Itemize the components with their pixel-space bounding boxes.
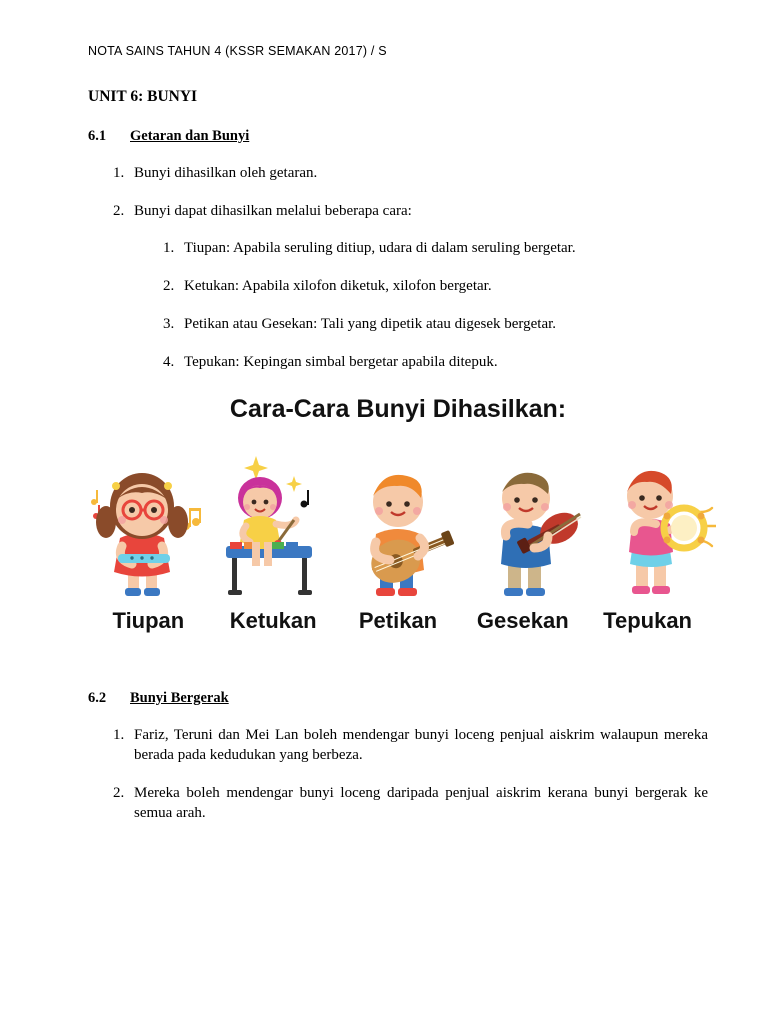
child-playing-xylophone-icon [208, 450, 332, 600]
child-playing-flute-icon [80, 450, 204, 600]
figure-label-petikan: Petikan [358, 607, 438, 633]
child-playing-tambourine-icon [592, 450, 716, 600]
child-playing-guitar-icon [336, 450, 460, 600]
section-title: Bunyi Bergerak [130, 689, 229, 706]
list-item: 1. Bunyi dihasilkan oleh getaran. [128, 163, 708, 183]
list-item: 4. Tepukan: Kepingan simbal bergetar apabila ditepuk. [178, 352, 708, 372]
section-number: 6.1 [88, 128, 107, 144]
list-item: 2. Ketukan: Apabila xilofon diketuk, xilofon bergetar. [178, 276, 708, 296]
unit-title: UNIT 6: BUNYI [88, 88, 198, 105]
figure-label-ketukan: Ketukan [229, 607, 317, 633]
figure-item-gesekan [464, 430, 588, 600]
child-playing-violin-icon [464, 450, 588, 600]
section-6-2 [88, 690, 708, 824]
list-item: 1. Tiupan: Apabila seruling ditiup, udara di dalam seruling bergetar. [178, 238, 708, 258]
section-title: Getaran dan Bunyi [130, 128, 250, 144]
section-6-2-list [88, 725, 708, 824]
list-item-text: Bunyi dapat dihasilkan melalui beberapa cara: [134, 203, 412, 220]
figure-item-tepukan [592, 430, 716, 600]
figure-label-tepukan: Tepukan [603, 607, 692, 633]
section-heading-6-1 [88, 128, 708, 145]
section-6-1-list [88, 163, 708, 373]
figure-label-gesekan: Gesekan [476, 607, 569, 633]
figure-item-ketukan [208, 430, 332, 600]
figure-title: Cara-Cara Bunyi Dihasilkan: [229, 394, 567, 423]
list-item: 3. Petikan atau Gesekan: Tali yang dipetik atau digesek bergetar. [178, 314, 708, 334]
running-head: NOTA SAINS TAHUN 4 (KSSR SEMAKAN 2017) / S [88, 44, 387, 58]
figure-labels-row [88, 600, 708, 634]
figure-item-petikan [336, 430, 460, 600]
section-number: 6.2 [88, 689, 107, 706]
list-item [128, 201, 708, 372]
section-heading-6-2 [88, 690, 708, 707]
figure-illustration-row [88, 430, 708, 600]
list-item: 2. Mereka boleh mendengar bunyi loceng daripada penjual aiskrim kerana bunyi bergerak ke semua arah. [128, 783, 708, 824]
section-6-1-sublist [134, 238, 708, 373]
figure-label-tiupan: Tiupan [112, 607, 185, 633]
list-item: 1. Fariz, Teruni dan Mei Lan boleh mendengar bunyi loceng penjual aiskrim walaupun mereka berada pada kedudukan yang berbeza. [128, 725, 708, 766]
figure-cara-cara-bunyi [88, 395, 708, 634]
figure-item-tiupan [80, 430, 204, 600]
